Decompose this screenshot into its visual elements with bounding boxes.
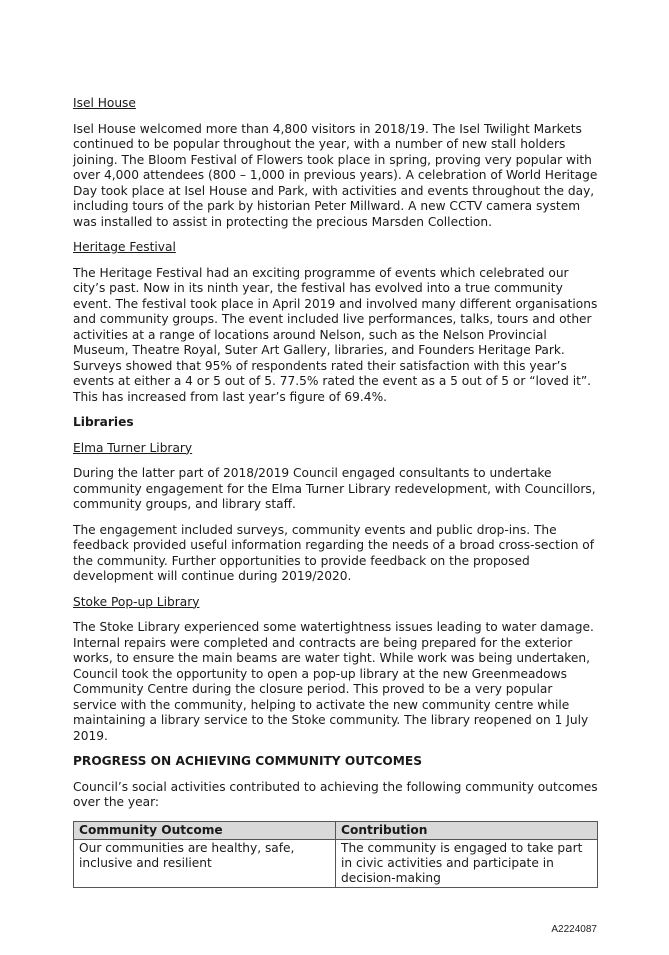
elma-turner-para-1: During the latter part of 2018/2019 Council engaged consultants to undertake community engagement for the Elma Turner Library redevelopment, with Councillors, community groups, and library staff. <box>73 466 596 511</box>
stoke-library-heading: Stoke Pop-up Library <box>73 594 200 609</box>
isel-house-heading: Isel House <box>73 96 136 110</box>
table-cell-contribution: The community is engaged to take part in civic activities and participate in decision-making <box>336 839 598 887</box>
progress-heading: PROGRESS ON ACHIEVING COMMUNITY OUTCOMES <box>73 754 422 768</box>
isel-house-body: Isel House welcomed more than 4,800 visitors in 2018/19. The Isel Twilight Markets continued to be popular throughout the year, with a number of new stall holders joining. The Bloom Festival of Flowers took place in spring, proving very popular with over 4,000 attendees (800 – 1,000 in previous years). A celebration of World Heritage Day took place at Isel House and Park, with activities and events throughout the day, including tours of the park by historian Peter Millward. A new CCTV camera system was installed to assist in protecting the precious Marsden Collection. <box>73 121 598 229</box>
elma-turner-heading: Elma Turner Library <box>73 440 193 455</box>
heritage-festival-heading: Heritage Festival <box>73 240 176 254</box>
libraries-heading: Libraries <box>73 415 134 429</box>
document-page <box>73 96 599 888</box>
elma-turner-para-2: The engagement included surveys, community events and public drop-ins. The feedback provided useful information regarding the needs of a broad cross-section of the community. Further opportunities to provide feedback on the proposed development will continue during 2019/2020. <box>73 522 595 583</box>
document-id: A2224087 <box>551 924 597 935</box>
table-cell-outcome: Our communities are healthy, safe, inclusive and resilient <box>74 839 336 887</box>
heritage-festival-body: The Heritage Festival had an exciting programme of events which celebrated our city’s past. Now in its ninth year, the festival has evolved into a true community event. The festival took place in April 2019 and involved many different organisations and community groups. The event included live performances, talks, tours and other activities at a range of locations around Nelson, such as the Nelson Provincial Museum, Theatre Royal, Suter Art Gallery, libraries, and Founders Heritage Park. Surveys showed that 95% of respondents rated their satisfaction with this year’s events at either a 4 or 5 out of 5. 77.5% rated the event as a 5 out of 5 or “loved it”. This has increased from last year’s figure of 69.4%. <box>73 265 598 404</box>
stoke-library-body: The Stoke Library experienced some watertightness issues leading to water damage. Internal repairs were completed and contracts are being prepared for the exterior works, to ensure the main beams are water tight. While work was being undertaken, Council took the opportunity to open a pop-up library at the new Greenmeadows Community Centre during the closure period. This proved to be a very popular service with the community, helping to activate the new community centre while maintaining a library service to the Stoke community. The library reopened on 1 July 2019. <box>73 620 594 743</box>
table-header-community-outcome: Community Outcome <box>74 821 336 839</box>
table-header-contribution: Contribution <box>336 821 598 839</box>
table-row <box>74 839 598 887</box>
table-header-row <box>74 821 598 839</box>
progress-intro: Council’s social activities contributed to achieving the following community outcomes over the year: <box>73 779 598 809</box>
community-outcomes-table <box>73 821 598 888</box>
